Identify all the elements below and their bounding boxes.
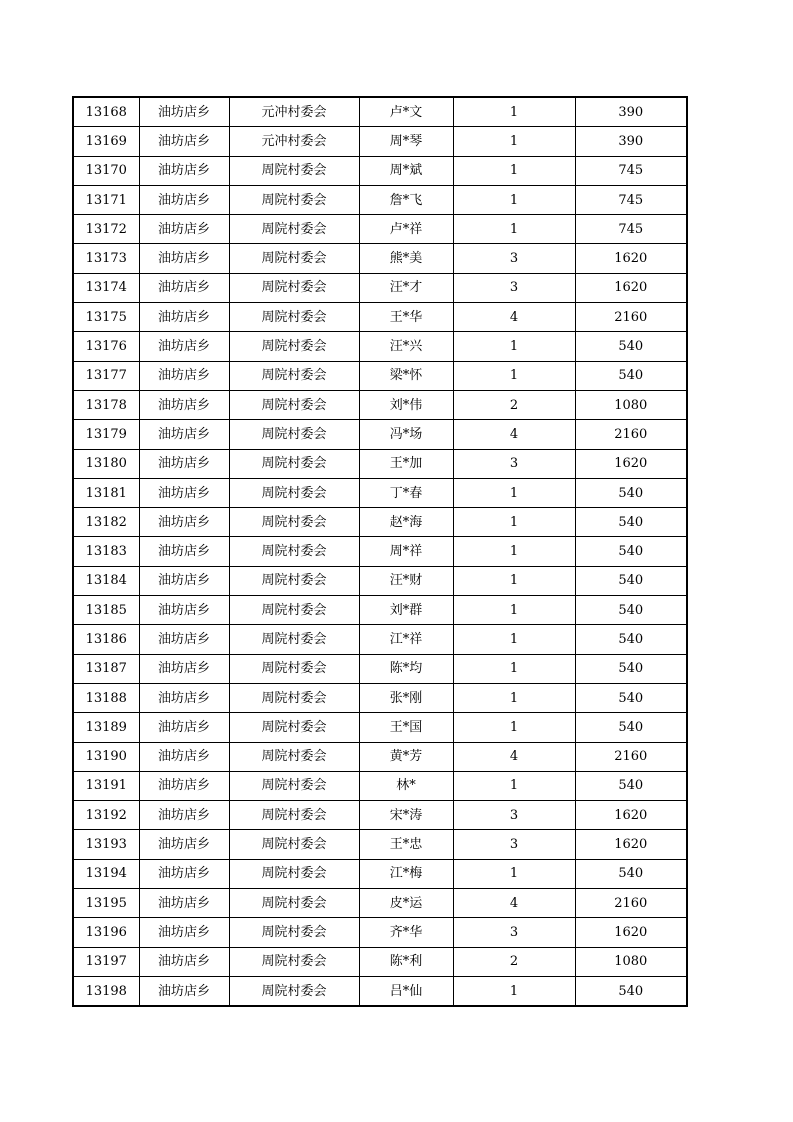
- table-row: [73, 683, 687, 712]
- household-size-cell: 1: [453, 361, 575, 390]
- village-committee-cell: 周院村委会: [229, 390, 359, 419]
- household-size-cell: 1: [453, 185, 575, 214]
- table-row: [73, 215, 687, 244]
- amount-cell: 1620: [575, 918, 687, 947]
- table-row: [73, 918, 687, 947]
- household-size-cell: 4: [453, 889, 575, 918]
- household-size-cell: 1: [453, 127, 575, 156]
- amount-cell: 540: [575, 566, 687, 595]
- name-cell: 王*忠: [359, 830, 453, 859]
- amount-cell: 745: [575, 185, 687, 214]
- record-id-cell: 13178: [73, 390, 139, 419]
- township-cell: 油坊店乡: [139, 566, 229, 595]
- amount-cell: 2160: [575, 420, 687, 449]
- township-cell: 油坊店乡: [139, 303, 229, 332]
- amount-cell: 540: [575, 976, 687, 1006]
- township-cell: 油坊店乡: [139, 244, 229, 273]
- table-row: [73, 947, 687, 976]
- township-cell: 油坊店乡: [139, 537, 229, 566]
- name-cell: 黄*芳: [359, 742, 453, 771]
- village-committee-cell: 周院村委会: [229, 947, 359, 976]
- record-id-cell: 13190: [73, 742, 139, 771]
- household-size-cell: 3: [453, 801, 575, 830]
- record-id-cell: 13184: [73, 566, 139, 595]
- table-row: [73, 771, 687, 800]
- amount-cell: 1620: [575, 244, 687, 273]
- name-cell: 林*: [359, 771, 453, 800]
- name-cell: 卢*文: [359, 97, 453, 127]
- township-cell: 油坊店乡: [139, 859, 229, 888]
- name-cell: 梁*怀: [359, 361, 453, 390]
- village-committee-cell: 周院村委会: [229, 449, 359, 478]
- record-id-cell: 13176: [73, 332, 139, 361]
- household-size-cell: 3: [453, 244, 575, 273]
- amount-cell: 745: [575, 156, 687, 185]
- record-id-cell: 13189: [73, 713, 139, 742]
- township-cell: 油坊店乡: [139, 683, 229, 712]
- amount-cell: 1080: [575, 390, 687, 419]
- record-id-cell: 13197: [73, 947, 139, 976]
- name-cell: 王*华: [359, 303, 453, 332]
- name-cell: 王*加: [359, 449, 453, 478]
- amount-cell: 540: [575, 537, 687, 566]
- village-committee-cell: 周院村委会: [229, 303, 359, 332]
- village-committee-cell: 周院村委会: [229, 156, 359, 185]
- village-committee-cell: 周院村委会: [229, 537, 359, 566]
- name-cell: 陈*均: [359, 654, 453, 683]
- amount-cell: 1080: [575, 947, 687, 976]
- table-row: [73, 713, 687, 742]
- village-committee-cell: 周院村委会: [229, 215, 359, 244]
- table-row: [73, 889, 687, 918]
- amount-cell: 1620: [575, 830, 687, 859]
- village-committee-cell: 周院村委会: [229, 361, 359, 390]
- township-cell: 油坊店乡: [139, 420, 229, 449]
- record-id-cell: 13174: [73, 273, 139, 302]
- township-cell: 油坊店乡: [139, 390, 229, 419]
- record-id-cell: 13180: [73, 449, 139, 478]
- household-size-cell: 2: [453, 947, 575, 976]
- village-committee-cell: 周院村委会: [229, 478, 359, 507]
- name-cell: 汪*兴: [359, 332, 453, 361]
- amount-cell: 745: [575, 215, 687, 244]
- table-row: [73, 449, 687, 478]
- amount-cell: 1620: [575, 273, 687, 302]
- village-committee-cell: 周院村委会: [229, 566, 359, 595]
- table-row: [73, 156, 687, 185]
- table-row: [73, 859, 687, 888]
- household-size-cell: 3: [453, 830, 575, 859]
- data-table: [72, 96, 688, 1007]
- table-row: [73, 654, 687, 683]
- name-cell: 刘*伟: [359, 390, 453, 419]
- township-cell: 油坊店乡: [139, 215, 229, 244]
- record-id-cell: 13183: [73, 537, 139, 566]
- village-committee-cell: 周院村委会: [229, 244, 359, 273]
- name-cell: 赵*海: [359, 508, 453, 537]
- name-cell: 丁*春: [359, 478, 453, 507]
- amount-cell: 540: [575, 478, 687, 507]
- name-cell: 周*琴: [359, 127, 453, 156]
- name-cell: 熊*美: [359, 244, 453, 273]
- record-id-cell: 13194: [73, 859, 139, 888]
- household-size-cell: 1: [453, 566, 575, 595]
- name-cell: 汪*才: [359, 273, 453, 302]
- township-cell: 油坊店乡: [139, 713, 229, 742]
- record-id-cell: 13188: [73, 683, 139, 712]
- record-id-cell: 13171: [73, 185, 139, 214]
- table-row: [73, 625, 687, 654]
- table-row: [73, 742, 687, 771]
- household-size-cell: 1: [453, 156, 575, 185]
- township-cell: 油坊店乡: [139, 596, 229, 625]
- name-cell: 王*国: [359, 713, 453, 742]
- amount-cell: 540: [575, 596, 687, 625]
- household-size-cell: 3: [453, 449, 575, 478]
- name-cell: 汪*财: [359, 566, 453, 595]
- amount-cell: 2160: [575, 889, 687, 918]
- table-body: [73, 97, 687, 1006]
- village-committee-cell: 周院村委会: [229, 918, 359, 947]
- table-row: [73, 127, 687, 156]
- record-id-cell: 13182: [73, 508, 139, 537]
- record-id-cell: 13177: [73, 361, 139, 390]
- record-id-cell: 13198: [73, 976, 139, 1006]
- name-cell: 张*刚: [359, 683, 453, 712]
- name-cell: 皮*运: [359, 889, 453, 918]
- household-size-cell: 1: [453, 332, 575, 361]
- household-size-cell: 1: [453, 859, 575, 888]
- village-committee-cell: 周院村委会: [229, 976, 359, 1006]
- township-cell: 油坊店乡: [139, 478, 229, 507]
- village-committee-cell: 周院村委会: [229, 185, 359, 214]
- household-size-cell: 1: [453, 508, 575, 537]
- name-cell: 卢*祥: [359, 215, 453, 244]
- township-cell: 油坊店乡: [139, 185, 229, 214]
- amount-cell: 540: [575, 713, 687, 742]
- village-committee-cell: 周院村委会: [229, 859, 359, 888]
- household-size-cell: 1: [453, 771, 575, 800]
- name-cell: 冯*场: [359, 420, 453, 449]
- table-row: [73, 801, 687, 830]
- table-row: [73, 185, 687, 214]
- village-committee-cell: 周院村委会: [229, 713, 359, 742]
- village-committee-cell: 周院村委会: [229, 771, 359, 800]
- name-cell: 周*斌: [359, 156, 453, 185]
- village-committee-cell: 元冲村委会: [229, 127, 359, 156]
- table-row: [73, 390, 687, 419]
- record-id-cell: 13185: [73, 596, 139, 625]
- village-committee-cell: 周院村委会: [229, 596, 359, 625]
- amount-cell: 540: [575, 683, 687, 712]
- record-id-cell: 13193: [73, 830, 139, 859]
- township-cell: 油坊店乡: [139, 742, 229, 771]
- record-id-cell: 13170: [73, 156, 139, 185]
- table-row: [73, 273, 687, 302]
- amount-cell: 2160: [575, 742, 687, 771]
- amount-cell: 390: [575, 127, 687, 156]
- amount-cell: 540: [575, 508, 687, 537]
- village-committee-cell: 周院村委会: [229, 830, 359, 859]
- name-cell: 宋*涛: [359, 801, 453, 830]
- township-cell: 油坊店乡: [139, 156, 229, 185]
- table-row: [73, 244, 687, 273]
- household-size-cell: 1: [453, 478, 575, 507]
- table-row: [73, 97, 687, 127]
- table-row: [73, 830, 687, 859]
- household-size-cell: 4: [453, 742, 575, 771]
- township-cell: 油坊店乡: [139, 771, 229, 800]
- amount-cell: 540: [575, 332, 687, 361]
- record-id-cell: 13196: [73, 918, 139, 947]
- village-committee-cell: 周院村委会: [229, 889, 359, 918]
- record-id-cell: 13192: [73, 801, 139, 830]
- table-row: [73, 478, 687, 507]
- record-id-cell: 13172: [73, 215, 139, 244]
- township-cell: 油坊店乡: [139, 976, 229, 1006]
- name-cell: 刘*群: [359, 596, 453, 625]
- household-size-cell: 1: [453, 215, 575, 244]
- village-committee-cell: 周院村委会: [229, 683, 359, 712]
- household-size-cell: 1: [453, 713, 575, 742]
- household-size-cell: 1: [453, 97, 575, 127]
- township-cell: 油坊店乡: [139, 625, 229, 654]
- household-size-cell: 4: [453, 420, 575, 449]
- amount-cell: 390: [575, 97, 687, 127]
- record-id-cell: 13169: [73, 127, 139, 156]
- amount-cell: 2160: [575, 303, 687, 332]
- amount-cell: 540: [575, 859, 687, 888]
- amount-cell: 540: [575, 625, 687, 654]
- record-id-cell: 13181: [73, 478, 139, 507]
- table-row: [73, 361, 687, 390]
- township-cell: 油坊店乡: [139, 508, 229, 537]
- name-cell: 吕*仙: [359, 976, 453, 1006]
- name-cell: 江*梅: [359, 859, 453, 888]
- household-size-cell: 1: [453, 625, 575, 654]
- table-row: [73, 537, 687, 566]
- household-size-cell: 2: [453, 390, 575, 419]
- township-cell: 油坊店乡: [139, 127, 229, 156]
- name-cell: 詹*飞: [359, 185, 453, 214]
- record-id-cell: 13173: [73, 244, 139, 273]
- amount-cell: 540: [575, 654, 687, 683]
- village-committee-cell: 周院村委会: [229, 332, 359, 361]
- village-committee-cell: 元冲村委会: [229, 97, 359, 127]
- township-cell: 油坊店乡: [139, 273, 229, 302]
- amount-cell: 540: [575, 361, 687, 390]
- household-size-cell: 1: [453, 537, 575, 566]
- amount-cell: 540: [575, 771, 687, 800]
- record-id-cell: 13168: [73, 97, 139, 127]
- township-cell: 油坊店乡: [139, 97, 229, 127]
- name-cell: 陈*利: [359, 947, 453, 976]
- village-committee-cell: 周院村委会: [229, 742, 359, 771]
- name-cell: 江*祥: [359, 625, 453, 654]
- township-cell: 油坊店乡: [139, 947, 229, 976]
- table-row: [73, 596, 687, 625]
- amount-cell: 1620: [575, 801, 687, 830]
- township-cell: 油坊店乡: [139, 889, 229, 918]
- township-cell: 油坊店乡: [139, 361, 229, 390]
- township-cell: 油坊店乡: [139, 332, 229, 361]
- household-size-cell: 4: [453, 303, 575, 332]
- record-id-cell: 13191: [73, 771, 139, 800]
- household-size-cell: 1: [453, 654, 575, 683]
- household-size-cell: 1: [453, 683, 575, 712]
- record-id-cell: 13186: [73, 625, 139, 654]
- name-cell: 周*祥: [359, 537, 453, 566]
- table-row: [73, 566, 687, 595]
- table-row: [73, 976, 687, 1006]
- village-committee-cell: 周院村委会: [229, 420, 359, 449]
- record-id-cell: 13195: [73, 889, 139, 918]
- household-size-cell: 1: [453, 596, 575, 625]
- village-committee-cell: 周院村委会: [229, 508, 359, 537]
- township-cell: 油坊店乡: [139, 830, 229, 859]
- township-cell: 油坊店乡: [139, 449, 229, 478]
- name-cell: 齐*华: [359, 918, 453, 947]
- village-committee-cell: 周院村委会: [229, 273, 359, 302]
- household-size-cell: 1: [453, 976, 575, 1006]
- table-row: [73, 303, 687, 332]
- township-cell: 油坊店乡: [139, 801, 229, 830]
- table-row: [73, 332, 687, 361]
- village-committee-cell: 周院村委会: [229, 654, 359, 683]
- household-size-cell: 3: [453, 918, 575, 947]
- record-id-cell: 13179: [73, 420, 139, 449]
- village-committee-cell: 周院村委会: [229, 625, 359, 654]
- record-id-cell: 13175: [73, 303, 139, 332]
- household-size-cell: 3: [453, 273, 575, 302]
- village-committee-cell: 周院村委会: [229, 801, 359, 830]
- table-row: [73, 420, 687, 449]
- township-cell: 油坊店乡: [139, 654, 229, 683]
- table-row: [73, 508, 687, 537]
- record-id-cell: 13187: [73, 654, 139, 683]
- township-cell: 油坊店乡: [139, 918, 229, 947]
- amount-cell: 1620: [575, 449, 687, 478]
